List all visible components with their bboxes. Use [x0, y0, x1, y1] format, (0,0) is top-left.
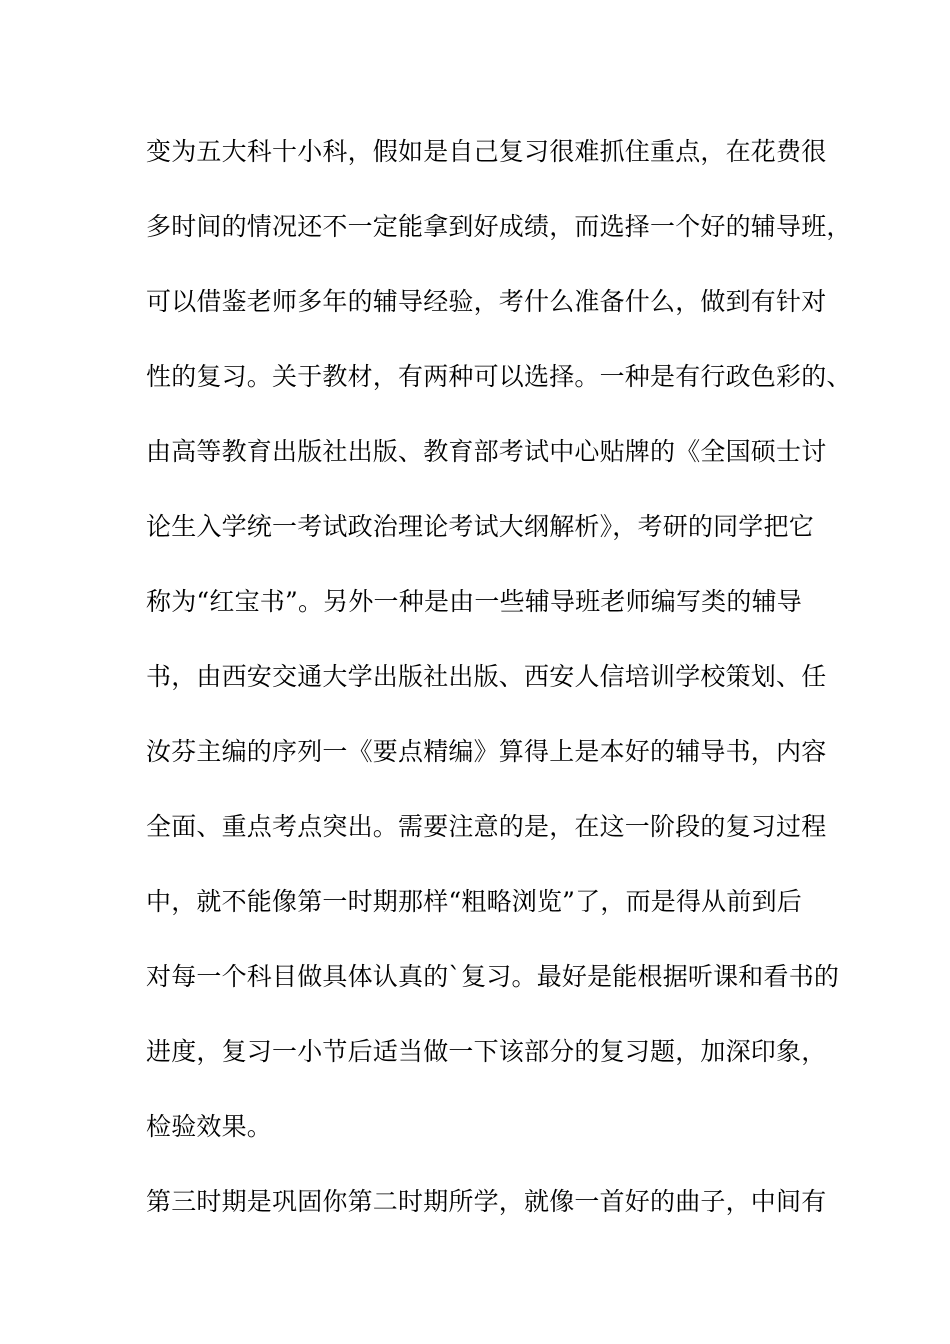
text-line: 可以借鉴老师多年的辅导经验，考什么准备什么，做到有针对 — [146, 287, 827, 316]
text-line: 汝芬主编的序列一《要点精编》算得上是本好的辅导书，内容 — [146, 737, 827, 766]
text-line: 进度，复习一小节后适当做一下该部分的复习题，加深印象， — [146, 1037, 827, 1066]
text-line: 变为五大科十小科，假如是自己复习很难抓住重点，在花费很 — [146, 137, 827, 166]
text-line: 性的复习。关于教材，有两种可以选择。一种是有行政色彩的、 — [146, 362, 852, 391]
text-line: 中，就不能像第一时期那样“粗略浏览”了，而是得从前到后 — [146, 887, 802, 916]
text-line: 检验效果。 — [146, 1112, 273, 1141]
text-line: 对每一个科目做具体认真的`复习。最好是能根据听课和看书的 — [146, 962, 840, 991]
text-line: 由高等教育出版社出版、教育部考试中心贴牌的《全国硕士讨 — [146, 437, 827, 466]
text-line: 第三时期是巩固你第二时期所学，就像一首好的曲子，中间有 — [146, 1187, 827, 1216]
text-line: 多时间的情况还不一定能拿到好成绩，而选择一个好的辅导班， — [146, 212, 852, 241]
text-line: 书，由西安交通大学出版社出版、西安人信培训学校策划、任 — [146, 662, 827, 691]
text-line: 称为“红宝书”。另外一种是由一些辅导班老师编写类的辅导 — [146, 587, 802, 616]
text-line: 论生入学统一考试政治理论考试大纲解析》，考研的同学把它 — [146, 512, 814, 541]
text-line: 全面、重点考点突出。需要注意的是，在这一阶段的复习过程 — [146, 812, 827, 841]
